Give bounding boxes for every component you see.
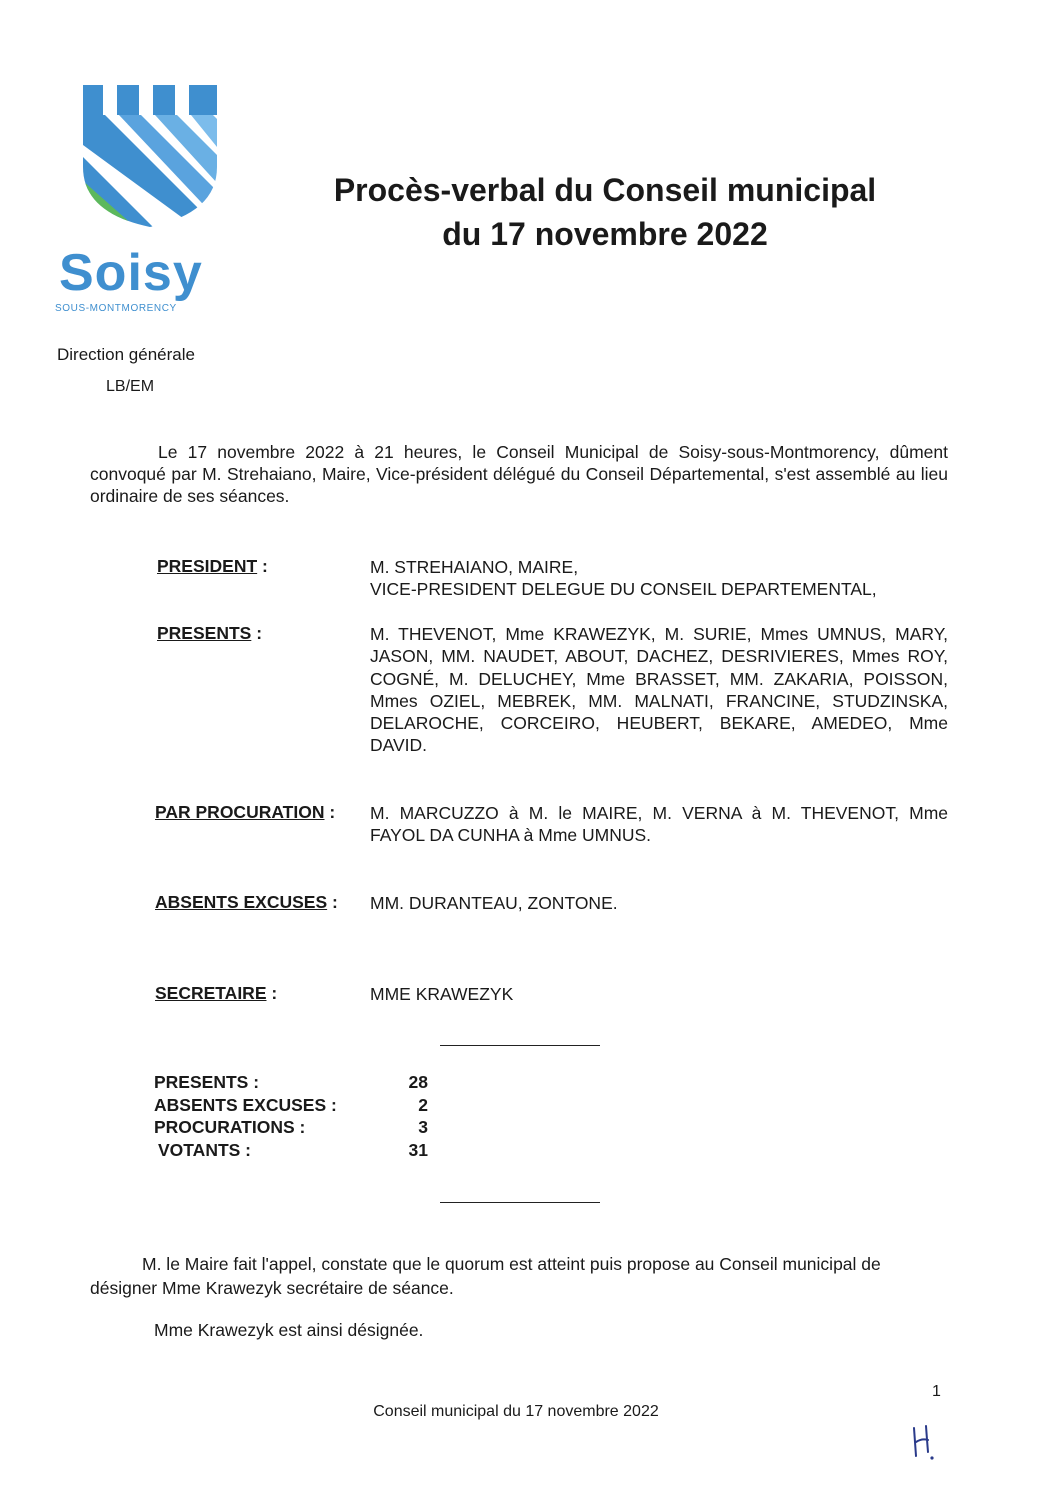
president-line-1: M. STREHAIANO, MAIRE, xyxy=(370,557,579,577)
logo-subtitle: SOUS-MONTMORENCY xyxy=(55,303,177,314)
closing-paragraph: M. le Maire fait l'appel, constate que le quorum est atteint puis propose au Conseil municipal de désigner Mme Krawezyk secrétaire de séance. xyxy=(90,1254,881,1298)
title-line-2: du 17 novembre 2022 xyxy=(442,216,768,252)
intro-paragraph: Le 17 novembre 2022 à 21 heures, le Conseil Municipal de Soisy-sous-Montmorency, dûment convoqué par M. Strehaiano, Maire, Vice-président délégué du Conseil Départemental, s'est assemblé au lieu ordinaire de ses séances. xyxy=(90,442,948,506)
stat-label: PROCURATIONS : xyxy=(154,1117,306,1137)
president-value xyxy=(370,556,948,601)
stat-value: 28 xyxy=(408,1072,428,1092)
page-footer: Conseil municipal du 17 novembre 2022 xyxy=(373,1403,659,1420)
reference-code: LB/EM xyxy=(106,378,155,395)
stat-value: 2 xyxy=(418,1095,428,1115)
procuration-list: M. MARCUZZO à M. le MAIRE, M. VERNA à M. THEVENOT, Mme FAYOL DA CUNHA à Mme UMNUS. xyxy=(370,803,948,846)
separator-line xyxy=(440,1202,600,1203)
page-title xyxy=(250,168,960,256)
stat-label: PRESENTS : xyxy=(154,1072,260,1092)
logo-wordmark: Soisy xyxy=(59,244,203,302)
procuration-label: PAR PROCURATION : xyxy=(155,802,336,822)
presents-list: M. THEVENOT, Mme KRAWEZYK, M. SURIE, Mmes UMNUS, MARY, JASON, MM. NAUDET, ABOUT, DACHEZ, DESRIVIERES, Mmes ROY, COGNÉ, M. DELUCHEY, Mme BRASSET, MM. ZAKARIA, POISSON, Mmes OZIEL, MEBREK, MM. MALNATI, FRANCINE, STUDZINSKA, DELAROCHE, CORCEIRO, HEUBERT, BEKARE, AMEDEO, Mme DAVID. xyxy=(370,624,948,756)
department-label: Direction générale xyxy=(57,345,195,364)
secretaire-value: MME KRAWEZYK xyxy=(370,984,514,1004)
stat-value: 3 xyxy=(418,1117,428,1137)
separator-line xyxy=(440,1045,600,1046)
stat-label: VOTANTS : xyxy=(158,1140,252,1160)
president-label: PRESIDENT : xyxy=(157,556,268,576)
absents-label: ABSENTS EXCUSES : xyxy=(155,892,338,912)
handwritten-initials-icon xyxy=(906,1418,946,1464)
presents-label: PRESENTS : xyxy=(157,623,263,643)
castle-emblem-icon xyxy=(75,85,225,235)
title-line-1: Procès-verbal du Conseil municipal xyxy=(333,172,877,208)
designee-sentence: Mme Krawezyk est ainsi désignée. xyxy=(154,1320,424,1340)
stat-value: 31 xyxy=(408,1140,428,1160)
soisy-logo xyxy=(55,85,225,320)
stat-label: ABSENTS EXCUSES : xyxy=(154,1095,337,1115)
secretaire-label: SECRETAIRE : xyxy=(155,983,278,1003)
president-line-2: VICE-PRESIDENT DELEGUE DU CONSEIL DEPARTEMENTAL, xyxy=(370,579,877,600)
absents-list: MM. DURANTEAU, ZONTONE. xyxy=(370,893,618,913)
page-number: 1 xyxy=(932,1383,941,1400)
